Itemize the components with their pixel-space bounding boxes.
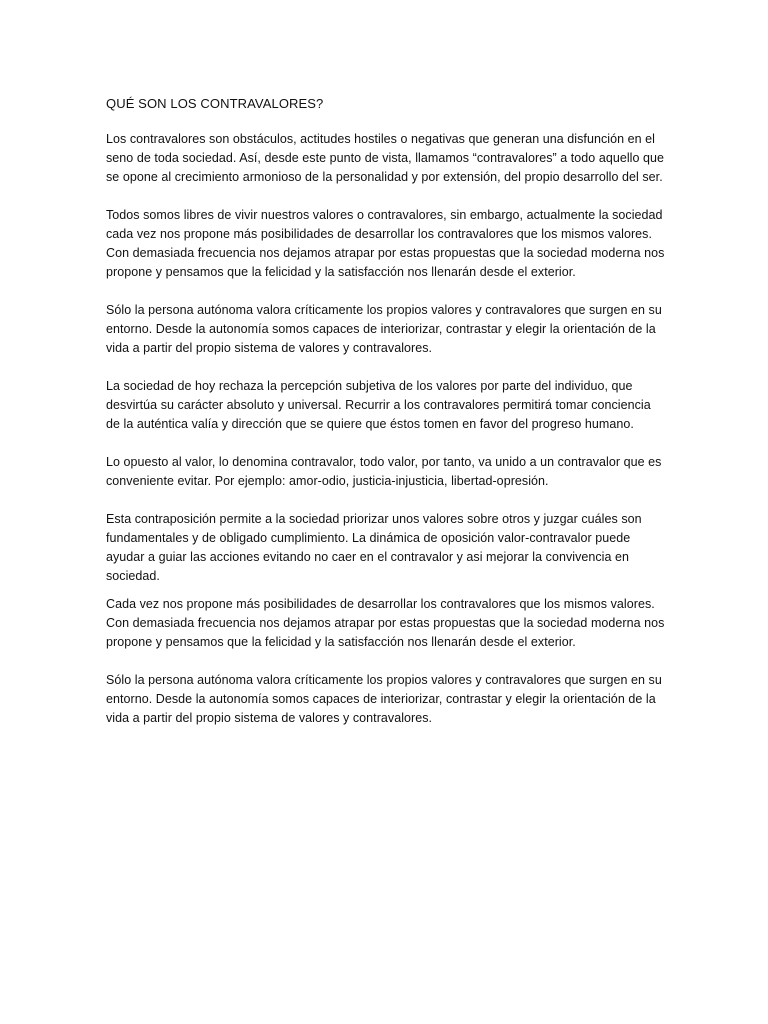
paragraph-4: La sociedad de hoy rechaza la percepción subjetiva de los valores por parte del individuo, que desvirtúa su carácter absoluto y universal. Recurrir a los contravalores permitirá tomar conciencia de la auténtica valía y dirección que se quiere que éstos tomen en favor del progreso humano. xyxy=(106,379,651,431)
document-body xyxy=(106,94,666,747)
paragraph-7: Cada vez nos propone más posibilidades de desarrollar los contravalores que los mismos valores. Con demasiada frecuencia nos dejamos atrapar por estas propuestas que la sociedad moderna nos propone y pensamos que la felicidad y la satisfacción nos llenarán desde el exterior. xyxy=(106,597,665,649)
paragraph-3: Sólo la persona autónoma valora críticamente los propios valores y contravalores que surgen en su entorno. Desde la autonomía somos capaces de interiorizar, contrastar y elegir la orientación de la vida a partir del propio sistema de valores y contravalores. xyxy=(106,303,662,355)
paragraph-1: Los contravalores son obstáculos, actitudes hostiles o negativas que generan una disfunción en el seno de toda sociedad. Así, desde este punto de vista, llamamos “contravalores” a todo aquello que se opone al crecimiento armonioso de la personalidad y por extensión, del propio desarrollo del ser. xyxy=(106,132,665,184)
paragraph-6: Esta contraposición permite a la sociedad priorizar unos valores sobre otros y juzgar cuáles son fundamentales y de obligado cumplimiento. La dinámica de oposición valor-contravalor puede ayudar a guiar las acciones evitando no caer en el contravalor y asi mejorar la convivencia en sociedad. xyxy=(106,512,642,583)
paragraph-2: Todos somos libres de vivir nuestros valores o contravalores, sin embargo, actualmente la sociedad cada vez nos propone más posibilidades de desarrollar los contravalores que los mismos valores. Con demasiada frecuencia nos dejamos atrapar por estas propuestas que la sociedad moderna nos propone y pensamos que la felicidad y la satisfacción nos llenarán desde el exterior. xyxy=(106,208,665,279)
document-title: QUÉ SON LOS CONTRAVALORES? xyxy=(106,96,324,111)
paragraph-8: Sólo la persona autónoma valora críticamente los propios valores y contravalores que surgen en su entorno. Desde la autonomía somos capaces de interiorizar, contrastar y elegir la orientación de la vida a partir del propio sistema de valores y contravalores. xyxy=(106,673,662,725)
paragraph-5: Lo opuesto al valor, lo denomina contravalor, todo valor, por tanto, va unido a un contravalor que es conveniente evitar. Por ejemplo: amor-odio, justicia-injusticia, libertad-opresión. xyxy=(106,455,662,488)
